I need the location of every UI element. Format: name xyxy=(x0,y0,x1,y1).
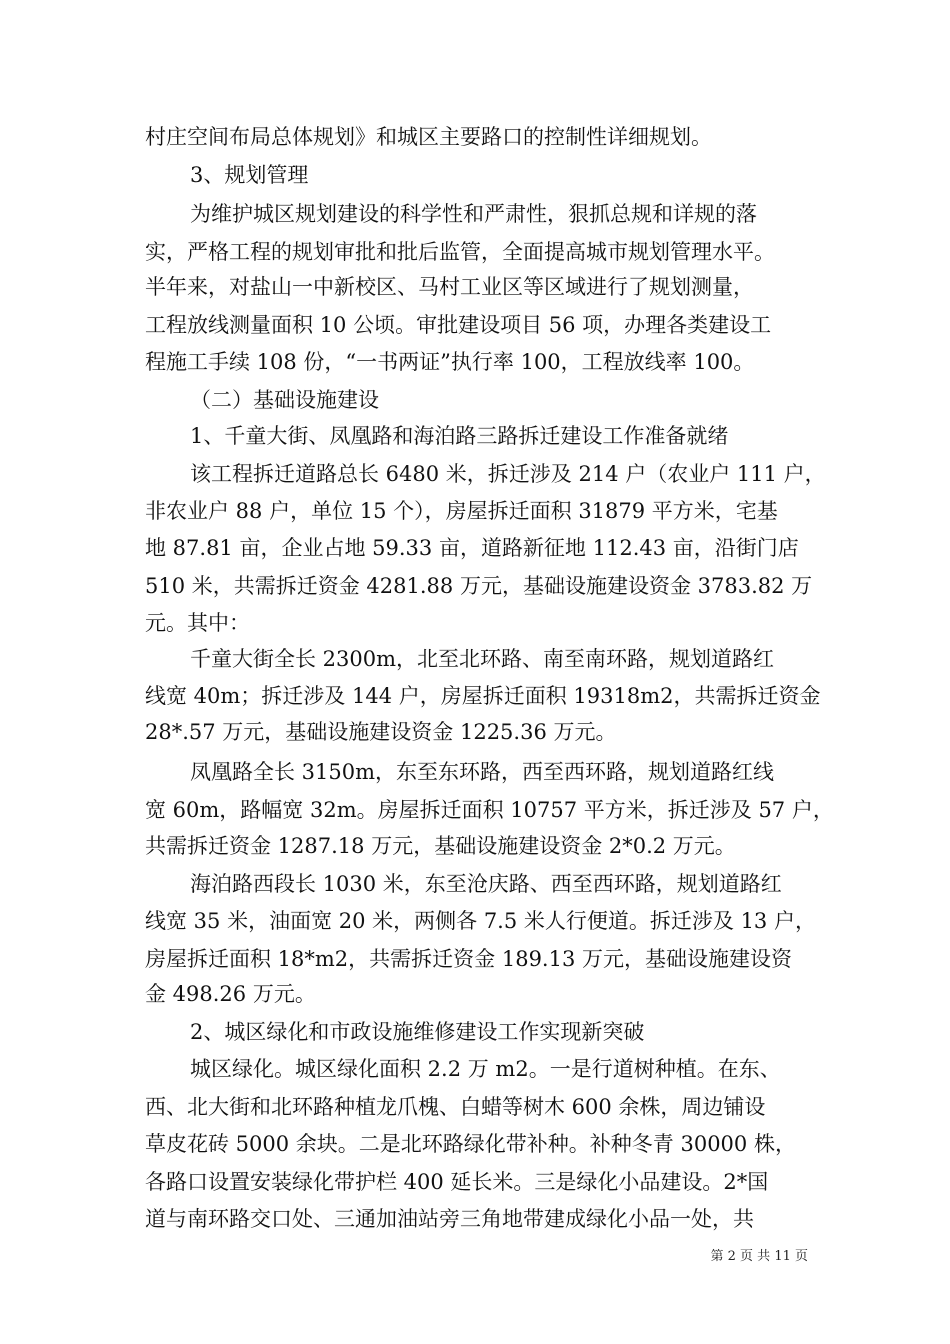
text-line: 线宽 35 米，油面宽 20 米，两侧各 7.5 米人行便道。拆迁涉及 13 户， xyxy=(145,909,816,933)
text-line: 实，严格工程的规划审批和批后监管，全面提高城市规划管理水平。 xyxy=(145,240,775,264)
text-line: 地 87.81 亩，企业占地 59.33 亩，道路新征地 112.43 亩，沿街门店 xyxy=(145,536,799,560)
text-line: 该工程拆迁道路总长 6480 米，拆迁涉及 214 户（农业户 111 户， xyxy=(190,462,826,486)
text-line: 程施工手续 108 份，“一书两证”执行率 100，工程放线率 100。 xyxy=(145,350,755,374)
text-line: 千童大街全长 2300m，北至北环路、南至南环路，规划道路红 xyxy=(190,647,775,671)
section-heading: 2、城区绿化和市政设施维修建设工作实现新突破 xyxy=(190,1020,645,1044)
text-line: 草皮花砖 5000 余块。二是北环路绿化带补种。补种冬青 30000 株， xyxy=(145,1132,796,1156)
section-heading: 1、千童大街、凤凰路和海泊路三路拆迁建设工作准备就绪 xyxy=(190,424,729,448)
text-line: 村庄空间布局总体规划》和城区主要路口的控制性详细规划。 xyxy=(145,125,712,149)
text-line: 非农业户 88 户，单位 15 个），房屋拆迁面积 31879 平方米，宅基 xyxy=(145,499,778,523)
page-number-footer: 第 2 页 共 11 页 xyxy=(710,1249,808,1264)
text-line: 金 498.26 万元。 xyxy=(145,982,316,1006)
text-line: 宽 60m，路幅宽 32m。房屋拆迁面积 10757 平方米，拆迁涉及 57 户， xyxy=(145,798,834,822)
text-line: 海泊路西段长 1030 米，东至沧庆路、西至西环路，规划道路红 xyxy=(190,872,782,896)
text-line: 为维护城区规划建设的科学性和严肃性，狠抓总规和详规的落 xyxy=(190,202,757,226)
text-line: 线宽 40m；拆迁涉及 144 户，房屋拆迁面积 19318m2，共需拆迁资金 xyxy=(145,684,821,708)
text-line: 元。其中： xyxy=(145,611,250,635)
section-heading: （二）基础设施建设 xyxy=(190,388,379,412)
text-line: 工程放线测量面积 10 公顷。审批建设项目 56 项，办理各类建设工 xyxy=(145,313,772,337)
text-line: 城区绿化。城区绿化面积 2.2 万 m2。一是行道树种植。在东、 xyxy=(190,1057,781,1081)
text-line: 道与南环路交口处、三通加油站旁三角地带建成绿化小品一处，共 xyxy=(145,1207,754,1231)
text-line: 共需拆迁资金 1287.18 万元，基础设施建设资金 2*0.2 万元。 xyxy=(145,834,736,858)
text-line: 28*.57 万元，基础设施建设资金 1225.36 万元。 xyxy=(145,720,617,744)
section-heading: 3、规划管理 xyxy=(190,163,309,187)
text-line: 凤凰路全长 3150m，东至东环路，西至西环路，规划道路红线 xyxy=(190,760,775,784)
text-line: 510 米，共需拆迁资金 4281.88 万元，基础设施建设资金 3783.82 万 xyxy=(145,574,813,598)
text-line: 房屋拆迁面积 18*m2，共需拆迁资金 189.13 万元，基础设施建设资 xyxy=(145,947,792,971)
text-line: 各路口设置安装绿化带护栏 400 延长米。三是绿化小品建设。2*国 xyxy=(145,1170,769,1194)
text-line: 西、北大街和北环路种植龙爪槐、白蜡等树木 600 余株，周边铺设 xyxy=(145,1095,766,1119)
text-line: 半年来，对盐山一中新校区、马村工业区等区域进行了规划测量， xyxy=(145,275,754,299)
